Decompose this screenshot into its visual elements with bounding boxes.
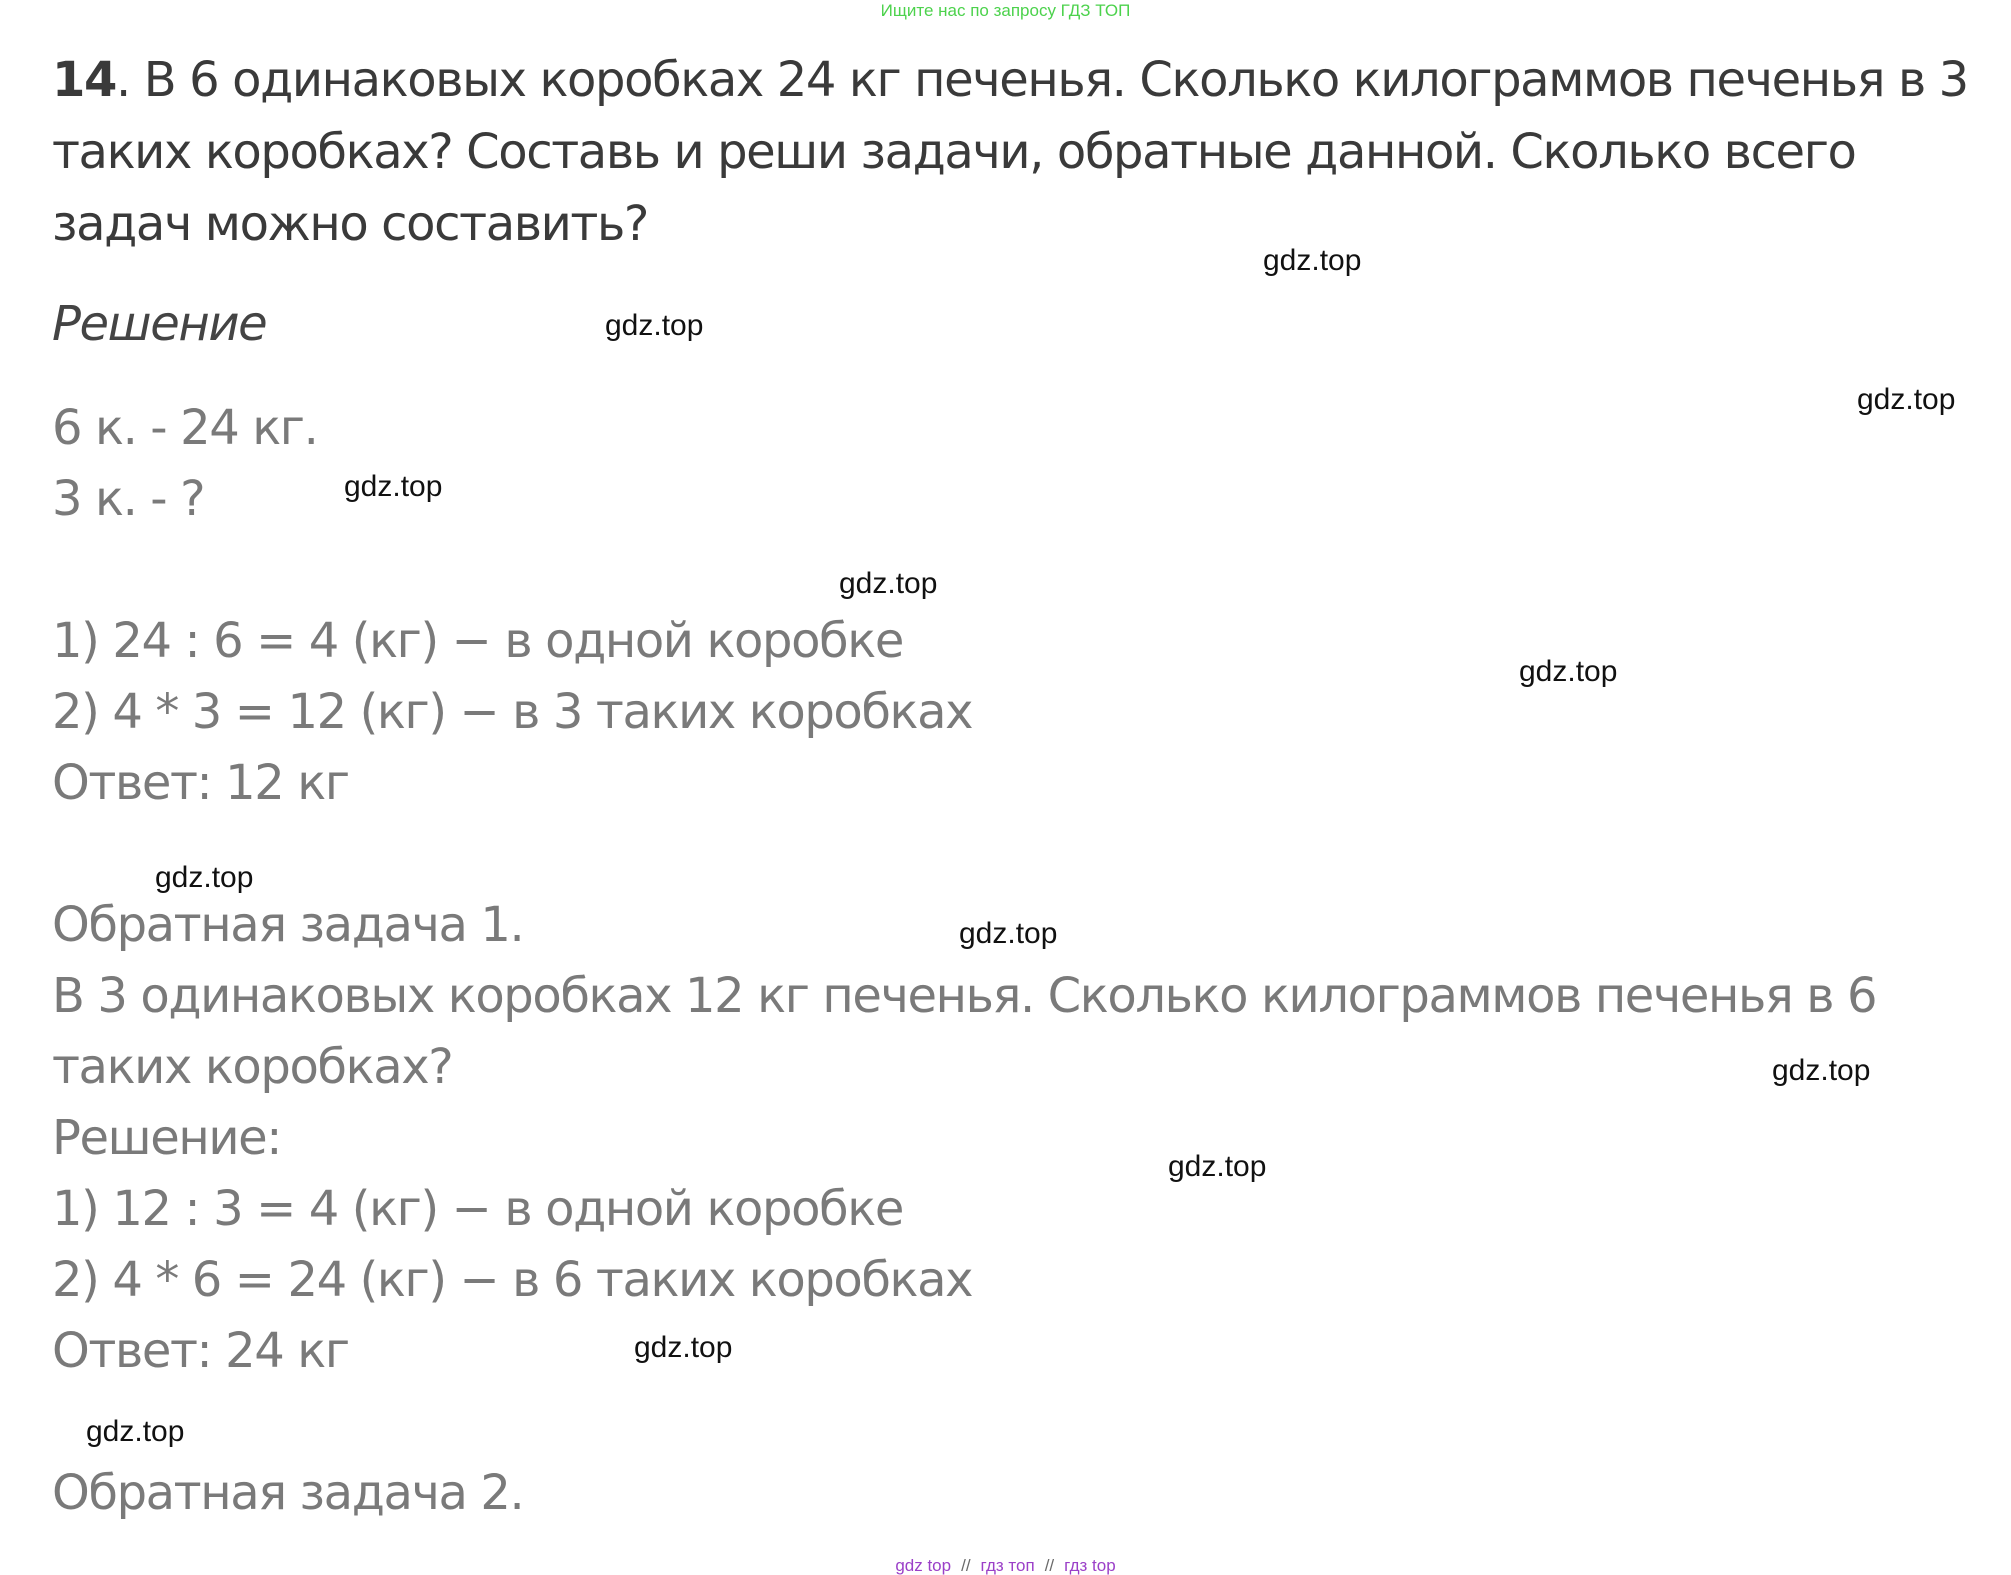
answer-line: Ответ: 12 кг bbox=[52, 755, 349, 811]
watermark: gdz.top bbox=[344, 470, 443, 503]
inverse-task-1-step-1: 1) 12 : 3 = 4 (кг) − в одной коробке bbox=[52, 1181, 903, 1237]
watermark: gdz.top bbox=[1168, 1150, 1267, 1183]
footer-links bbox=[0, 1556, 2011, 1575]
solution-heading: Решение bbox=[52, 296, 267, 352]
top-banner[interactable]: Ищите нас по запросу ГДЗ ТОП bbox=[880, 1, 1131, 20]
task-text: . В 6 одинаковых коробках 24 кг печенья. Сколько килограммов печенья в 3 таких коробках? Составь и реши задачи, обратные данной. Сколько всего задач можно составить? bbox=[52, 52, 1968, 252]
condition-line-1: 6 к. - 24 кг. bbox=[52, 400, 318, 456]
watermark: gdz.top bbox=[1857, 383, 1956, 416]
watermark: gdz.top bbox=[605, 309, 704, 342]
inverse-task-2-title: Обратная задача 2. bbox=[52, 1465, 524, 1521]
footer-link[interactable]: gdz top bbox=[895, 1556, 952, 1575]
watermark: gdz.top bbox=[839, 567, 938, 600]
inverse-task-1-text-line-2: таких коробках? bbox=[52, 1039, 453, 1095]
watermark: gdz.top bbox=[1772, 1054, 1871, 1087]
step-line-1: 1) 24 : 6 = 4 (кг) − в одной коробке bbox=[52, 613, 903, 669]
inverse-task-1-step-2: 2) 4 * 6 = 24 (кг) − в 6 таких коробках bbox=[52, 1252, 973, 1308]
inverse-task-1-solution-label: Решение: bbox=[52, 1110, 282, 1166]
task-number: 14 bbox=[52, 52, 116, 108]
watermark: gdz.top bbox=[1263, 244, 1362, 277]
watermark: gdz.top bbox=[634, 1331, 733, 1364]
condition-line-2: 3 к. - ? bbox=[52, 471, 205, 527]
step-line-2: 2) 4 * 3 = 12 (кг) − в 3 таких коробках bbox=[52, 684, 973, 740]
task-statement bbox=[52, 44, 1982, 260]
footer-separator: // bbox=[1044, 1556, 1055, 1575]
footer-link[interactable]: гдз топ bbox=[980, 1556, 1035, 1575]
inverse-task-1-text-line-1: В 3 одинаковых коробках 12 кг печенья. Сколько килограммов печенья в 6 bbox=[52, 968, 1877, 1024]
watermark: gdz.top bbox=[86, 1415, 185, 1448]
inverse-task-1-answer: Ответ: 24 кг bbox=[52, 1323, 349, 1379]
inverse-task-1-title: Обратная задача 1. bbox=[52, 897, 524, 953]
footer-link[interactable]: гдз top bbox=[1064, 1556, 1116, 1575]
watermark: gdz.top bbox=[1519, 655, 1618, 688]
footer-separator: // bbox=[961, 1556, 971, 1575]
watermark: gdz.top bbox=[155, 861, 254, 894]
watermark: gdz.top bbox=[959, 917, 1058, 950]
